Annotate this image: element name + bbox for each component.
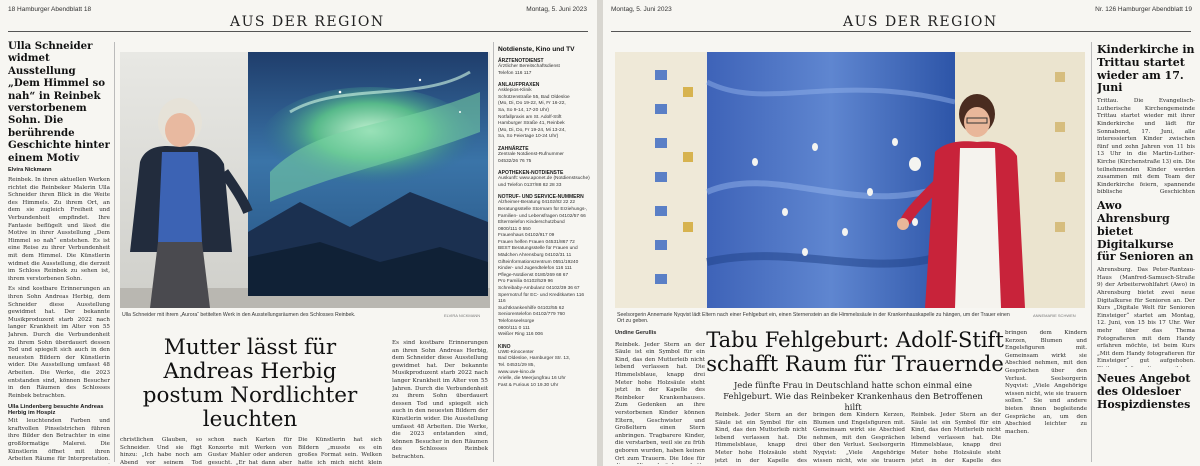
sidebar-paragraph: Trittau. Die Evangelisch-Lutherische Kirchengemeinde Trittau startet wieder mit ihrer Kinderkirche und lädt für Sonnabend, 17. Juni, alle interessierten Kinder zwischen fünf und zehn Jahren von 11 bis 13 Uhr in die Martin-Luther-Kirche (Kirchenstraße 13) ein. Die teilnehmenden Kinder werden zusammen mit dem Team der Kinderkirche feiern, spannende biblische Geschichten (1097, 98, 1195, 195)
section-heading: AUS DER REGION (843, 14, 998, 30)
listing-line: Sa, So 9-14, 17-20 Uhr) (498, 107, 549, 113)
listing-line: Notfallpraxis am St. Adolf-Stift (498, 114, 562, 120)
listing-line: Elterntelefon Kinderschutzbund (498, 220, 565, 226)
sidebar-headline: Ulla Schneider widmet Ausstellung „Dem Himmel so nah“ in Reinbek verstorbenem Sohn. Die berührende Geschichte hinter einem Motiv (8, 40, 110, 164)
listing-line: Beratungsstelle Stormarn für Erziehungs-, (498, 206, 588, 212)
listing-line: 0800/111 0 111 (498, 325, 530, 331)
listing-line: Schützenstraße 55, Bad Oldesloe (498, 94, 570, 100)
listing-line: Mädchen Ahrensburg 04102/31 11 (498, 253, 572, 259)
column-divider (1091, 42, 1092, 462)
body-paragraph: schon nach Karten für Konzerte mit Werken von Gustav Mahler oder anderen gesucht. „Er hat dann aber (208, 437, 292, 465)
body-column (298, 437, 382, 465)
sidebar-headline: Awo Ahrensburg bietet Digitalkurse für Senioren an (1097, 199, 1194, 264)
listing-line: Weißer Ring 116 006 (498, 332, 543, 338)
sidebar-author: Elvira Nickmann (8, 167, 52, 174)
listing-line: Frauen helfen Frauen 04531/867 72 (498, 239, 575, 245)
body-paragraph: Die Künstlerin hat sich Bildern „musste es ein großes Format sein. Welken hatte ich mich nicht klein (298, 437, 382, 465)
main-headline: Tabu Fehlgeburt: Adolf-Stift schafft Raum für Trauernde (706, 328, 1004, 376)
body-column (392, 340, 488, 464)
body-column (208, 437, 292, 465)
right-newspaper-page (603, 0, 1200, 466)
body-column (715, 412, 807, 464)
body-column (120, 437, 202, 465)
listing-line: 0800/111 0 550 (498, 226, 531, 232)
article-dek: Jede fünfte Frau in Deutschland hatte schon einmal eine Fehlgeburt. Wie das Reinbeker Krankenhaus den Betroffenen hilft (723, 380, 983, 412)
listing-line: BEST Beratungsstelle für Frauen und (498, 246, 578, 252)
listing-line: Bad Oldesloe, Hamburger Str. 13, (498, 356, 570, 362)
listing-line: und Telefon 0137/88 82 28 33 (498, 182, 562, 188)
listing-line: Gifteinformationszentrum 0551/19240 (498, 259, 579, 265)
body-paragraph: Reinbek. Jeder Stern an der Säule ist ein Symbol für ein Kind, das den Mutterleib nicht lebend verlassen hat. Die Himmelsblaue, knapp drei Meter hohe Holzsäule steht jetzt in der Kapelle des (911, 412, 1001, 464)
listing-group-heading: NOTRUF- UND SERVICE-NUMMERN (498, 194, 584, 201)
artist-photo (120, 52, 490, 308)
main-headline: Mutter lässt für Andreas Herbig postum Nordlichter leuchten (142, 335, 358, 432)
listing-group-heading: KINO (498, 343, 511, 350)
article-author: Undine Gerullis (615, 330, 657, 336)
listing-line: (Mo, Di, Do 19-22, Mi, Fr 16-22, (498, 101, 566, 107)
listing-line: Seniorentelefon 04102/779 760 (498, 312, 565, 318)
listings-title: Notdienste, Kino und TV (498, 46, 575, 53)
listing-line: Sperrnotruf für EC- und Kreditkarten 116 116 (498, 292, 585, 305)
listing-line: Fast & Furious 10 19.30 Uhr (498, 382, 559, 388)
listing-groups (498, 58, 592, 389)
page-date: Montag, 5. Juni 2023 (611, 6, 672, 13)
header-rule (611, 31, 1191, 32)
body-paragraph: Reinbek. Jeder Stern an der Säule ist ein Symbol für ein Kind, das den Mutterleib nicht lebend verlassen hat. Die Himmelsblaue, knapp drei Meter hohe Holzsäule steht jetzt in der Kapelle des (715, 412, 807, 464)
listing-line: Tel. 04531/29 85, (498, 362, 535, 368)
left-sidebar-article (8, 40, 110, 464)
body-paragraph: christlichen Glauben, so Schneider. Und sie fügt hinzu: „Ich habe noch am Abend vor seinem Tod (120, 437, 202, 465)
listing-line: www.uwe-kino.de (498, 369, 536, 375)
seelsorgerin-with-star-column (615, 52, 1085, 308)
page-label: Nr. 126 Hamburger Abendblatt 19 (1095, 6, 1192, 13)
listing-line: Arielle, die Meerjungfrau 16 Uhr (498, 376, 566, 382)
listings-column (498, 46, 592, 464)
section-heading: AUS DER REGION (230, 14, 385, 30)
listing-line: Hamburger Straße 41, Reinbek (498, 121, 565, 127)
sidebar-subhead: Ulla Lindenberg besuchte Andreas Herbig im Hospiz (8, 404, 104, 417)
listing-line: Asklepios-Klinik (498, 88, 532, 94)
sidebar-paragraph: Es sind kostbare Erinnerungen an ihren Sohn Andreas Herbig, dem Schneider diese Ausstellung gewidmet hat. Der bekannte Musikproduzent starb 2022 nach langer Krankheit im Alter von 55 Jahren. Durch die Verbundenheit zu ihrem Sohn überdauert dessen Tod und spiegelt sich auch in den neuesten Bildern der Künstlerin wider. Die Ausstellung umfasst 48 Arbeiten. Die Werke, die 2023 entstanden sind, können Besucher in den Räumen des Schlosses Reinbek betrachten. (8, 286, 110, 399)
listing-line: Sa, So Feiertage 10-24 Uhr) (498, 134, 559, 140)
right-sidebar (1097, 44, 1195, 464)
chapel-photo (615, 52, 1085, 308)
sidebar-paragraph: Reinbek. In ihren aktuellen Werken richtet die Reinbeker Malerin Ulla Schneider ihren Blick in die Weite des Himmels. Zu ihrem Ort, an dem sie zugleich Freiheit und Verbundenheit empfindet. Ihre Fantasie beflügelt und lässt die Motive in ihrer Ausstellung „Dem Himmel so nah“ entstehen. Es ist eine Reise zu ihrer Verbundenheit mit dem Himmel. Die Künstlerin widmet die Ausstellung, die derzeit im Schloss Reinbek zu sehen ist, ihrem verstorbenen Sohn. (8, 177, 110, 282)
column-divider (493, 42, 494, 462)
body-column (813, 412, 905, 464)
body-column (911, 412, 1001, 464)
listing-line: (Mo, Di, Do, Fr 19-24, Mi 13-24, (498, 127, 566, 133)
listing-line: Pflege-Notdienst 0180/269 68 67 (498, 272, 569, 278)
listing-line: Auskunft: www.aponet.de (Notdienstsuche) (498, 176, 590, 182)
left-newspaper-page (0, 0, 597, 466)
listing-line: Zentrale Notdienst-Rufnummer (498, 151, 564, 157)
listing-line: Familien- und Lebensfragen 04102/57 66 (498, 213, 586, 219)
photo-caption: Ulla Schneider mit ihrem „Aurora“ betitelten Werk in den Ausstellungsräumen des Schlosses Reinbek. (122, 312, 356, 318)
listing-line: Ärztlicher Bereitschaftsdienst (498, 64, 560, 69)
listing-line: Pro Familia 04102/529 96 (498, 279, 553, 285)
page-label: 18 Hamburger Abendblatt 18 (8, 6, 92, 13)
listing-group-heading: ANLAUFPRAXEN (498, 82, 540, 89)
listing-line: Schreibaby-Ambulanz 04102/39 36 67 (498, 286, 580, 292)
header-rule (8, 31, 588, 32)
listing-line: Frauenhaus 04102/917 09 (498, 233, 555, 239)
listing-line: Alzheimer-Beratung 04102/82 22 22 (498, 200, 576, 206)
listing-line: Suchtkrankenhilfe 04102/55 62 (498, 305, 565, 311)
listing-group-heading: APOTHEKEN-NOTDIENSTE (498, 170, 564, 177)
body-paragraph: bringen dem Kindern Kerzen, Blumen und Engelsfiguren mit. Gemeinsam wirkt sie Abschied nehmen, mit den Gesprächen über den Verlust. Seelsorgerin Nyqvist: „Viele Angehörige wissen nicht, wie sie trauern (813, 412, 905, 464)
body-paragraph: Es sind kostbare Erinnerungen an ihren Sohn Andreas Herbig, dem Schneider diese Ausstellung gewidmet hat. Der bekannte Musikproduzent starb 2022 nach langer Krankheit im Alter von 55 Jahren. Durch die Verbundenheit zu ihrem Sohn überdauert dessen Tod und spiegelt sich auch in den neuesten Bildern der Künstlerin wider. Die Ausstellung umfasst 48 Arbeiten. Die Werke, die 2023 entstanden sind, können Besucher in den Räumen des Schlosses Reinbek betrachten. (392, 340, 488, 460)
body-column (1005, 330, 1087, 464)
listing-line: Kinder- und Jugendtelefon 116 111 (498, 266, 572, 272)
listing-line: Telefon 116 117 (498, 70, 532, 76)
page-date: Montag, 5. Juni 2023 (526, 6, 587, 13)
artist-with-aurora-painting (120, 52, 490, 308)
listing-line: UWE-Kinocenter (498, 349, 534, 355)
sidebar-paragraph: Mit leuchtenden Farben und kraftvollen Pinselstrichen führen ihre Bilder den Betrachter in eine großformatige Malerei. Die Künstlerin öffnet mit ihren Arbeiten Räume für Interpretation. (8, 418, 110, 463)
column-divider (114, 42, 115, 462)
photo-credit: ELVIRA NICKMANN (444, 313, 481, 318)
photo-credit: ANNEMARIE SCHWEN (1033, 313, 1076, 318)
listing-group-heading: ZAHNÄRZTE (498, 145, 529, 152)
body-paragraph: Reinbek. Jeder Stern an der Säule ist ein Symbol für ein Kind, das den Mutterleib nicht lebend verlassen hat. Die Himmelsblaue, knapp drei Meter hohe Holzsäule steht jetzt in der Kapelle des Reinbeker Krankenhauses. Zum Gedenken an ihre verstorbenen Kinder können Eltern, Geschwister und Großeltern einen Stern anbringen. Tragbarere Kinder, die verstarben, weil sie zu früh geboren wurden, haben keinen Ort zum Trauern. Die Idee für (615, 341, 705, 462)
listing-line: 04532/26 76 75 (498, 158, 532, 164)
body-paragraph: bringen dem Kindern Kerzen, Blumen und Engelsfiguren mit. Gemeinsam wirkt sie Abschied nehmen, mit den Gesprächen über den Verlust. Seelsorgerin Nyqvist: „Viele Angehörige wissen nicht, wie sie trauern sollen.“ Sie und andere bieten ihnen begleitende Gespräche an, um den Abschied leichter zu machen. (1005, 330, 1087, 435)
sidebar-headline: Kinderkirche in Trittau startet wieder am 17. Juni (1097, 44, 1195, 95)
sidebar-headline: Neues Angebot des Oldesloer Hospizdienstes (1097, 372, 1191, 411)
body-column (615, 330, 705, 464)
photo-caption: Seelsorgerin Annemarie Nyqvist lädt Eltern nach einer Fehlgeburt ein, einen Sternenstein an die Himmelssäule in der Krankenhauskapelle zu hängen, um der Trauer einen Ort zu geben. (617, 312, 1010, 324)
listing-group-heading: ÄRZTENOTDIENST (498, 58, 544, 64)
sidebar-paragraph: Ahrensburg. Das Peter-Rantzau-Haus (Manfred-Samusch-Straße 9) der Arbeiterwohlfahrt (Awo) in Ahrensburg bietet zwei neue Digitalkurse für Senioren an. Der Kurs „Digitale Welt für Senioren Einsteiger“ startet am Montag, 12. Juni, von 15 bis 17 Uhr. Wer mehr über das Thema Fotografieren mit dem Handy erfahren möchte, ist beim Kurs „Mit dem Handy fotografieren für Einsteiger“ gut aufgehoben. (1097, 267, 1195, 365)
listing-line: Telefonseelsorge (498, 319, 535, 324)
